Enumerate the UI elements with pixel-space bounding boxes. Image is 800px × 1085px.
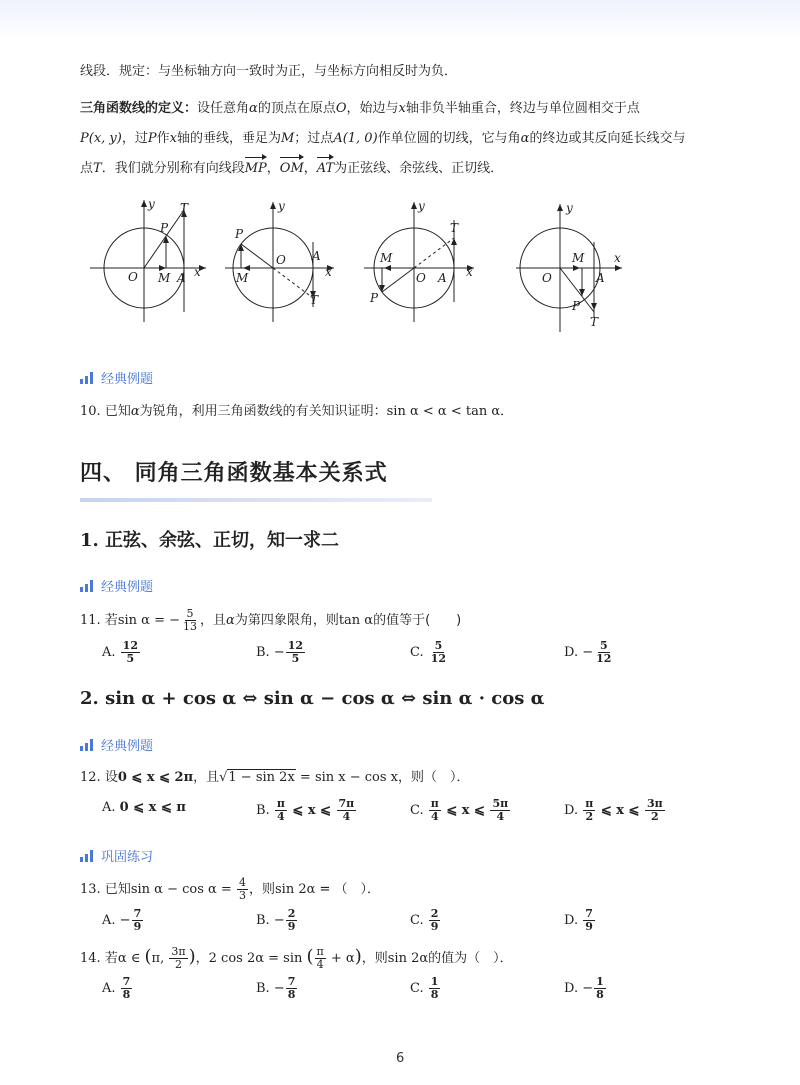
header-band: [0, 0, 800, 40]
fig2-label-y: y: [278, 199, 285, 213]
subtitle-2: 2. sin α + cos α ⇔ sin α − cos α ⇔ sin α · cos α: [80, 688, 545, 709]
fig2-label-a: A: [312, 249, 321, 263]
question-13: 13. 已知sin α − cos α = $\frac{4}{3}$ ，则sin 2α = （ ）．: [80, 876, 381, 902]
q12-option-d[interactable]: D. $\frac{\pi}{2}$ ⩽ x ⩽ $\frac{3\pi}{2}$: [564, 797, 663, 823]
question-11: 11. 若sin α = − $\frac{5}{13}$ ，且α为第四象限角，则tan α的值等于( ): [80, 607, 462, 633]
fig4-label-x: x: [614, 251, 621, 265]
fig4-label-a: A: [596, 271, 605, 285]
subtitle-1: 1. 正弦、余弦、正切，知一求二: [80, 530, 340, 551]
fig4-label-t: T: [590, 315, 599, 329]
bar-chart-icon: [80, 850, 93, 862]
definition-line-3: 点T．我们就分别称有向线段MP，OM，AT为正弦线、余弦线、正切线．: [80, 159, 503, 179]
q12-option-b[interactable]: B. $\frac{\pi}{4}$ ⩽ x ⩽ $\frac{7\pi}{4}$: [256, 797, 355, 823]
trig-lines-figure: [80, 192, 640, 337]
q13-option-c[interactable]: C. $\frac{2}{9}$: [410, 907, 439, 933]
fig3-label-y: y: [418, 199, 425, 213]
fig3-label-p: P: [370, 291, 379, 305]
intro-line: 线段．规定：与坐标轴方向一致时为正，与坐标方向相反时为负．: [80, 64, 458, 79]
fig1-label-t: T: [180, 201, 189, 215]
fig3-label-a: A: [438, 271, 447, 285]
q12-option-c[interactable]: C. $\frac{\pi}{4}$ ⩽ x ⩽ $\frac{5\pi}{4}$: [410, 797, 509, 823]
q14-option-a[interactable]: A. $\frac{7}{8}$: [102, 975, 131, 1001]
section-title-underline: [80, 498, 432, 502]
fig3-label-t: T: [450, 221, 459, 235]
label-classic-example-1: 经典例题: [80, 368, 153, 387]
q13-option-d[interactable]: D. $\frac{7}{9}$: [564, 907, 593, 933]
fig4-label-p: P: [572, 299, 581, 313]
vector-om: OM: [280, 159, 304, 179]
vector-at: AT: [317, 159, 334, 179]
fig4-label-y: y: [566, 201, 573, 215]
vector-mp: MP: [245, 159, 267, 179]
question-10: 10. 已知α为锐角，利用三角函数线的有关知识证明：sin α < α < tan α．: [80, 404, 514, 419]
diagram-quadrant-4: [516, 204, 622, 332]
q14-option-c[interactable]: C. $\frac{1}{8}$: [410, 975, 439, 1001]
label-classic-example-2: 经典例题: [80, 576, 153, 595]
fig1-label-p: P: [160, 221, 169, 235]
page-number: 6: [396, 1051, 405, 1066]
definition-line-2: P(x, y)，过P作x轴的垂线，垂足为M；过点A(1, 0)作单位圆的切线，它与角α的终边或其反向延长线交与: [80, 131, 686, 146]
fig1-label-a: A: [177, 271, 186, 285]
fig4-label-o: O: [542, 271, 552, 285]
q11-option-d[interactable]: D. − $\frac{5}{12}$: [564, 639, 612, 665]
label-classic-example-3: 经典例题: [80, 735, 153, 754]
q12-option-a[interactable]: A. 0 ⩽ x ⩽ π: [102, 800, 186, 815]
bar-chart-icon: [80, 739, 93, 751]
section-title: 四、 同角三角函数基本关系式: [80, 461, 388, 486]
fig1-label-y: y: [148, 197, 155, 211]
fig3-label-x: x: [466, 265, 473, 279]
q11-option-b[interactable]: B. − $\frac{12}{5}$: [256, 639, 304, 665]
fig3-label-m: M: [380, 251, 393, 265]
q14-option-d[interactable]: D. − $\frac{1}{8}$: [564, 975, 604, 1001]
fig1-label-m: M: [158, 271, 171, 285]
label-practice: 巩固练习: [80, 846, 153, 865]
fig2-label-p: P: [235, 227, 244, 241]
definition-line-1: 三角函数线的定义：设任意角α的顶点在原点O，始边与x轴非负半轴重合，终边与单位圆相交于点: [80, 101, 640, 116]
fig4-label-m: M: [572, 251, 585, 265]
q11-option-c[interactable]: C. $\frac{5}{12}$: [410, 639, 447, 665]
diagram-quadrant-1: [90, 200, 206, 322]
fig1-label-x: x: [194, 265, 201, 279]
bar-chart-icon: [80, 372, 93, 384]
question-12: 12. 设0 ⩽ x ⩽ 2π，且√1 − sin 2x = sin x − cos x，则（ ）．: [80, 770, 470, 785]
question-14: 14. 若α ∈ (π, $\frac{3\pi}{2}$ )，2 cos 2α = sin ( $\frac{\pi}{4}$ + α)，则sin 2α的值为（ ）．: [80, 945, 513, 971]
fig3-label-o: O: [416, 271, 426, 285]
q11-option-a[interactable]: A. $\frac{12}{5}$: [102, 639, 138, 665]
q13-option-b[interactable]: B. − $\frac{2}{9}$: [256, 907, 296, 933]
bar-chart-icon: [80, 580, 93, 592]
definition-title: 三角函数线的定义：: [80, 101, 198, 116]
q14-option-b[interactable]: B. − $\frac{7}{8}$: [256, 975, 296, 1001]
fig2-label-o: O: [276, 253, 286, 267]
fig2-label-t: T: [310, 293, 319, 307]
fig1-label-o: O: [128, 270, 138, 284]
fig2-label-x: x: [325, 265, 332, 279]
fig2-label-m: M: [236, 271, 249, 285]
q13-option-a[interactable]: A. − $\frac{7}{9}$: [102, 907, 142, 933]
